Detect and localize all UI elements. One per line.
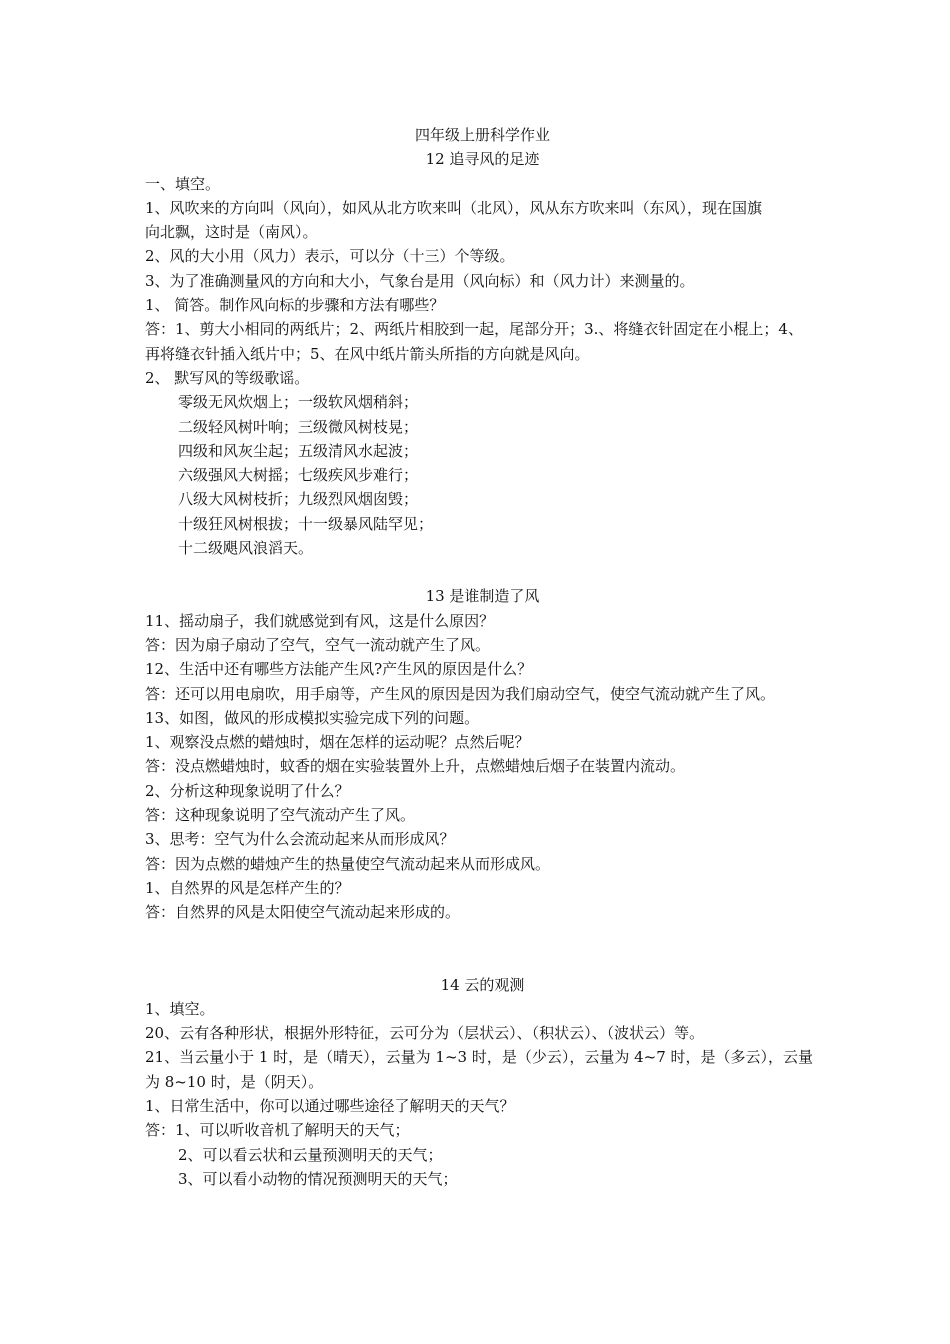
rhyme-line: 二级轻风树叶响；三级微风树枝晃； [178, 417, 419, 436]
fill-heading: 1、填空。 [145, 999, 215, 1018]
short-answer-heading: 2、 默写风的等级歌谣。 [145, 368, 310, 387]
question-text: 向北飘，这时是（南风）。 [145, 223, 318, 242]
qa-line: 1、自然界的风是怎样产生的？ [145, 878, 350, 897]
rhyme-line: 零级无风炊烟上；一级软风烟稍斜； [178, 393, 419, 412]
qa-line: 1、观察没点燃的蜡烛时，烟在怎样的运动呢？点然后呢？ [145, 733, 530, 752]
question-text: 21、当云量小于 1 时，是（晴天），云量为 1~3 时，是（少云），云量为 4~7 时，是（多云），云量 [145, 1048, 814, 1067]
rhyme-line: 六级强风大树摇；七级疾风步难行； [178, 466, 419, 485]
answer-text: 答：1、剪大小相同的两纸片；2、两纸片相胶到一起，尾部分开；3.、将缝衣针固定在小棍上；4、 [145, 320, 803, 339]
lesson-12-title: 12 追寻风的足迹 [425, 150, 540, 169]
answer-text: 再将缝衣针插入纸片中；5、在风中纸片箭头所指的方向就是风向。 [145, 344, 590, 363]
qa-line: 2、分析这种现象说明了什么？ [145, 781, 350, 800]
question-text: 为 8~10 时，是（阴天）。 [145, 1072, 324, 1091]
fill-heading: 一、填空。 [145, 174, 221, 193]
qa-line: 13、如图，做风的形成模拟实验完成下列的问题。 [145, 708, 480, 727]
short-answer-heading: 1、 简答。制作风向标的步骤和方法有哪些？ [145, 296, 445, 315]
qa-line: 答：还可以用电扇吹，用手扇等，产生风的原因是因为我们扇动空气，使空气流动就产生了风。 [145, 684, 776, 703]
question-text: 1、风吹来的方向叫（风向），如风从北方吹来叫（北风），风从东方吹来叫（东风），现在国旗 [145, 198, 763, 217]
spacer [145, 925, 820, 973]
document-page [145, 123, 820, 1191]
lesson-14-title: 14 云的观测 [440, 975, 525, 994]
answer-text: 答：1、可以听收音机了解明天的天气； [145, 1121, 410, 1140]
lesson-13-title: 13 是谁制造了风 [425, 587, 540, 606]
rhyme-line: 八级大风树枝折；九级烈风烟囱毁； [178, 490, 419, 509]
question-text: 2、风的大小用（风力）表示，可以分（十三）个等级。 [145, 247, 515, 266]
answer-text: 2、可以看云状和云量预测明天的天气； [178, 1145, 443, 1164]
qa-line: 答：因为点燃的蜡烛产生的热量使空气流动起来从而形成风。 [145, 854, 551, 873]
qa-line: 11、摇动扇子，我们就感觉到有风，这是什么原因？ [145, 611, 495, 630]
question-text: 3、为了准确测量风的方向和大小，气象台是用（风向标）和（风力计）来测量的。 [145, 271, 695, 290]
question-text: 20、云有各种形状，根据外形特征，云可分为（层状云）、（积状云）、（波状云）等。 [145, 1024, 705, 1043]
qa-line: 答：没点燃蜡烛时，蚊香的烟在实验装置外上升，点燃蜡烛后烟子在装置内流动。 [145, 757, 686, 776]
rhyme-line: 十级狂风树根拔；十一级暴风陆罕见； [178, 514, 434, 533]
question-text: 1、日常生活中，你可以通过哪些途径了解明天的天气？ [145, 1096, 515, 1115]
answer-text: 3、可以看小动物的情况预测明天的天气； [178, 1169, 458, 1188]
qa-line: 答：因为扇子扇动了空气，空气一流动就产生了风。 [145, 635, 491, 654]
spacer [145, 560, 820, 584]
qa-line: 答：这种现象说明了空气流动产生了风。 [145, 806, 416, 825]
qa-line: 答：自然界的风是太阳使空气流动起来形成的。 [145, 903, 461, 922]
qa-line: 3、思考：空气为什么会流动起来从而形成风？ [145, 830, 455, 849]
rhyme-line: 四级和风灰尘起；五级清风水起波； [178, 441, 419, 460]
rhyme-line: 十二级飓风浪滔天。 [178, 539, 314, 558]
document-title: 四年级上册科学作业 [414, 126, 550, 144]
qa-line: 12、生活中还有哪些方法能产生风?产生风的原因是什么？ [145, 660, 533, 679]
